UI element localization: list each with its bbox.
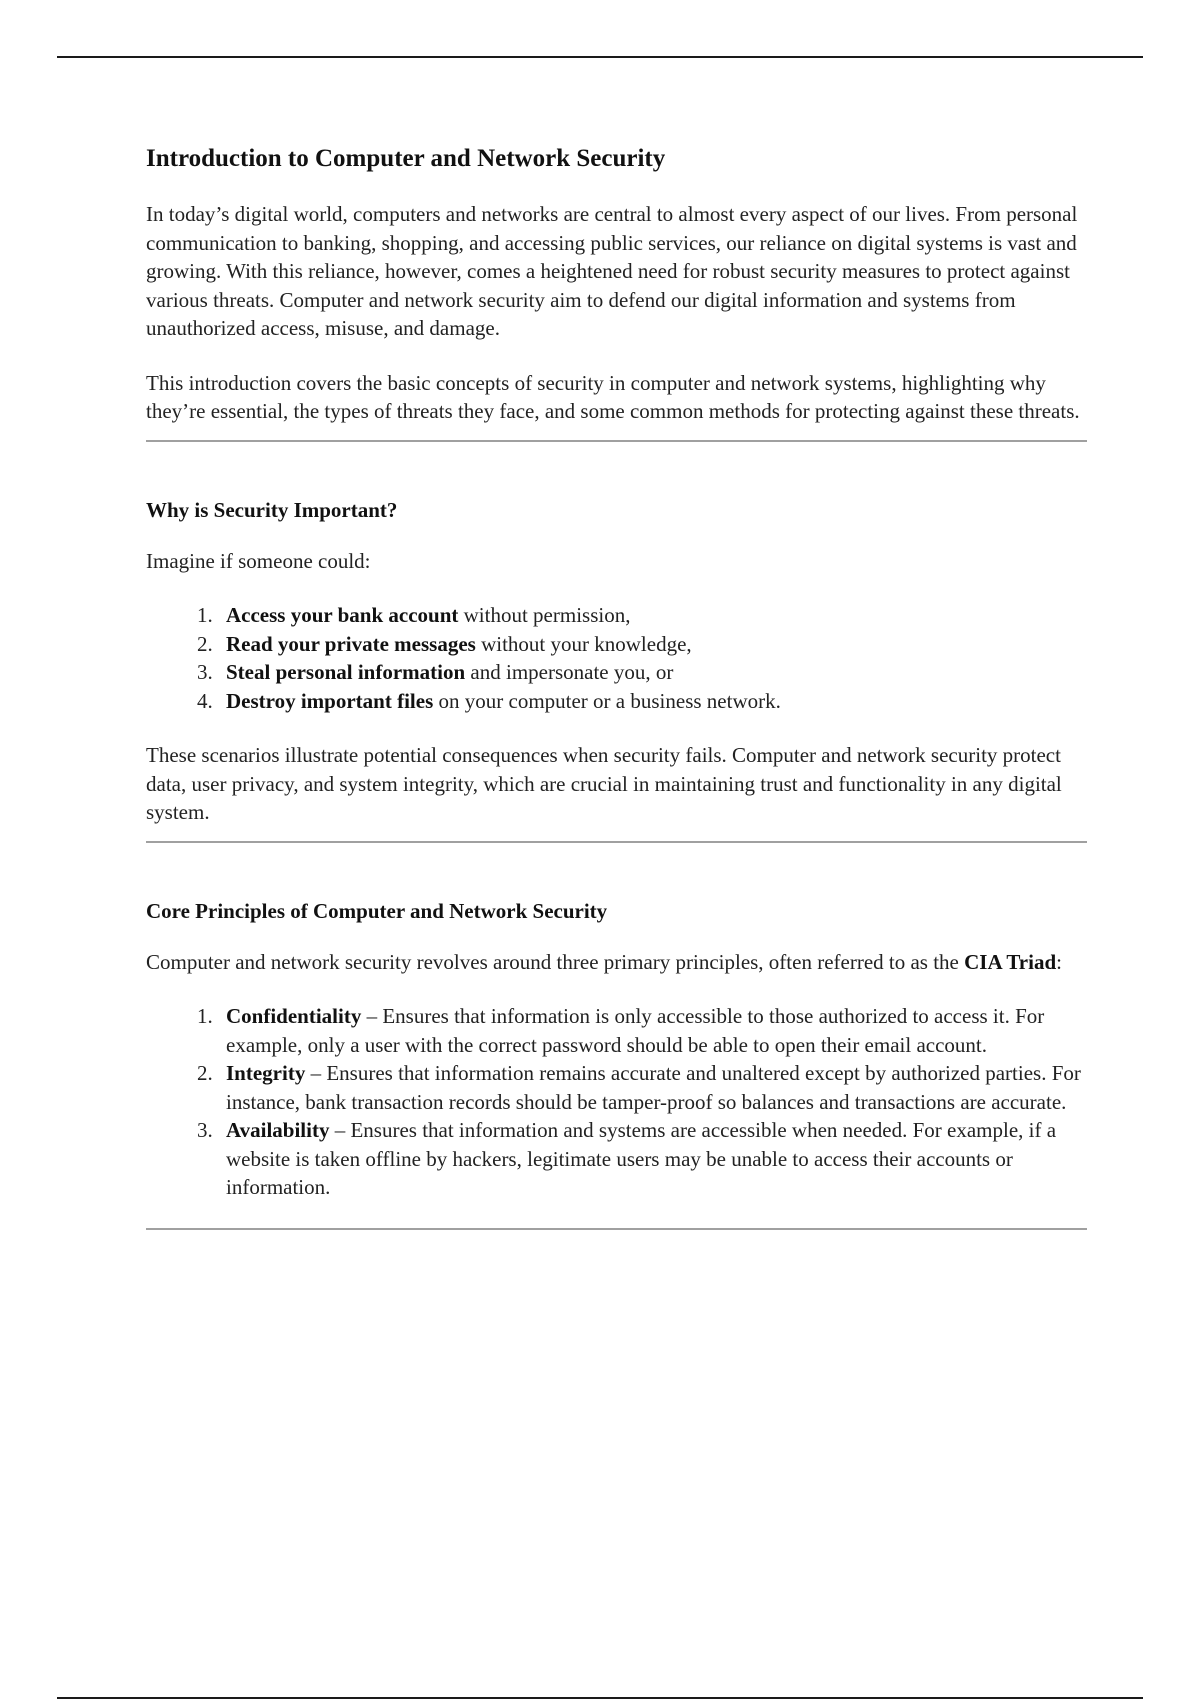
- list-item-bold: Read your private messages: [226, 631, 476, 656]
- why-closing: These scenarios illustrate potential consequences when security fails. Computer and network security protect data, user privacy, and system integrity, which are crucial in maintaining trust and functionality in any digital system.: [146, 743, 1062, 825]
- list-item: [218, 1002, 1086, 1059]
- list-item: [218, 601, 1086, 630]
- core-lead-end: :: [1056, 949, 1062, 974]
- cia-triad-term: CIA Triad: [964, 949, 1057, 974]
- threat-list: [146, 601, 1086, 715]
- intro-paragraph-2: This introduction covers the basic concepts of security in computer and network systems, highlighting why they’re essential, the types of threats they face, and some common methods for protecting against these threats.: [146, 370, 1080, 423]
- list-item-text: on your computer or a business network.: [433, 688, 781, 713]
- list-item-text: – Ensures that information remains accurate and unaltered except by authorized parties. For instance, bank transaction records should be tamper-proof so balances and transactions are accurate.: [226, 1061, 1081, 1114]
- section-divider: [146, 440, 1087, 442]
- list-item-bold: Confidentiality: [226, 1004, 362, 1029]
- list-item-bold: Availability: [226, 1118, 330, 1143]
- page-footer-rule: [57, 1697, 1143, 1699]
- list-item-text: without permission,: [458, 603, 631, 628]
- list-item: [218, 658, 1086, 687]
- document-title: Introduction to Computer and Network Security: [146, 145, 666, 172]
- list-item: [218, 1116, 1086, 1202]
- list-item: [218, 1059, 1086, 1116]
- list-item-text: – Ensures that information is only accessible to those authorized to access it. For example, only a user with the correct password should be able to open their email account.: [226, 1004, 1045, 1057]
- section-divider: [146, 1228, 1087, 1230]
- list-item-text: – Ensures that information and systems are accessible when needed. For example, if a website is taken offline by hackers, legitimate users may be unable to access their accounts or information.: [226, 1118, 1057, 1200]
- list-item-bold: Access your bank account: [226, 603, 459, 628]
- section-heading-why: Why is Security Important?: [146, 497, 398, 522]
- section-heading-core: Core Principles of Computer and Network Security: [146, 898, 608, 923]
- intro-paragraph-1: In today’s digital world, computers and networks are central to almost every aspect of our lives. From personal communication to banking, shopping, and accessing public services, our reliance on digital systems is vast and growing. With this reliance, however, comes a heightened need for robust security measures to protect against various threats. Computer and network security aim to defend our digital information and systems from unauthorized access, misuse, and damage.: [146, 202, 1078, 340]
- list-item-bold: Steal personal information: [226, 660, 466, 685]
- section-divider: [146, 841, 1087, 843]
- list-item-bold: Integrity: [226, 1061, 306, 1086]
- list-item-text: and impersonate you, or: [465, 660, 674, 685]
- list-item: [218, 687, 1086, 716]
- page-header-rule: [57, 56, 1143, 58]
- list-item: [218, 630, 1086, 659]
- core-lead: [146, 948, 1086, 977]
- core-lead-text: Computer and network security revolves around three primary principles, often referred to as the: [146, 949, 965, 974]
- why-lead: Imagine if someone could:: [146, 548, 371, 573]
- document-body: [146, 144, 1086, 1230]
- list-item-bold: Destroy important files: [226, 688, 434, 713]
- cia-list: [146, 1002, 1086, 1202]
- list-item-text: without your knowledge,: [475, 631, 692, 656]
